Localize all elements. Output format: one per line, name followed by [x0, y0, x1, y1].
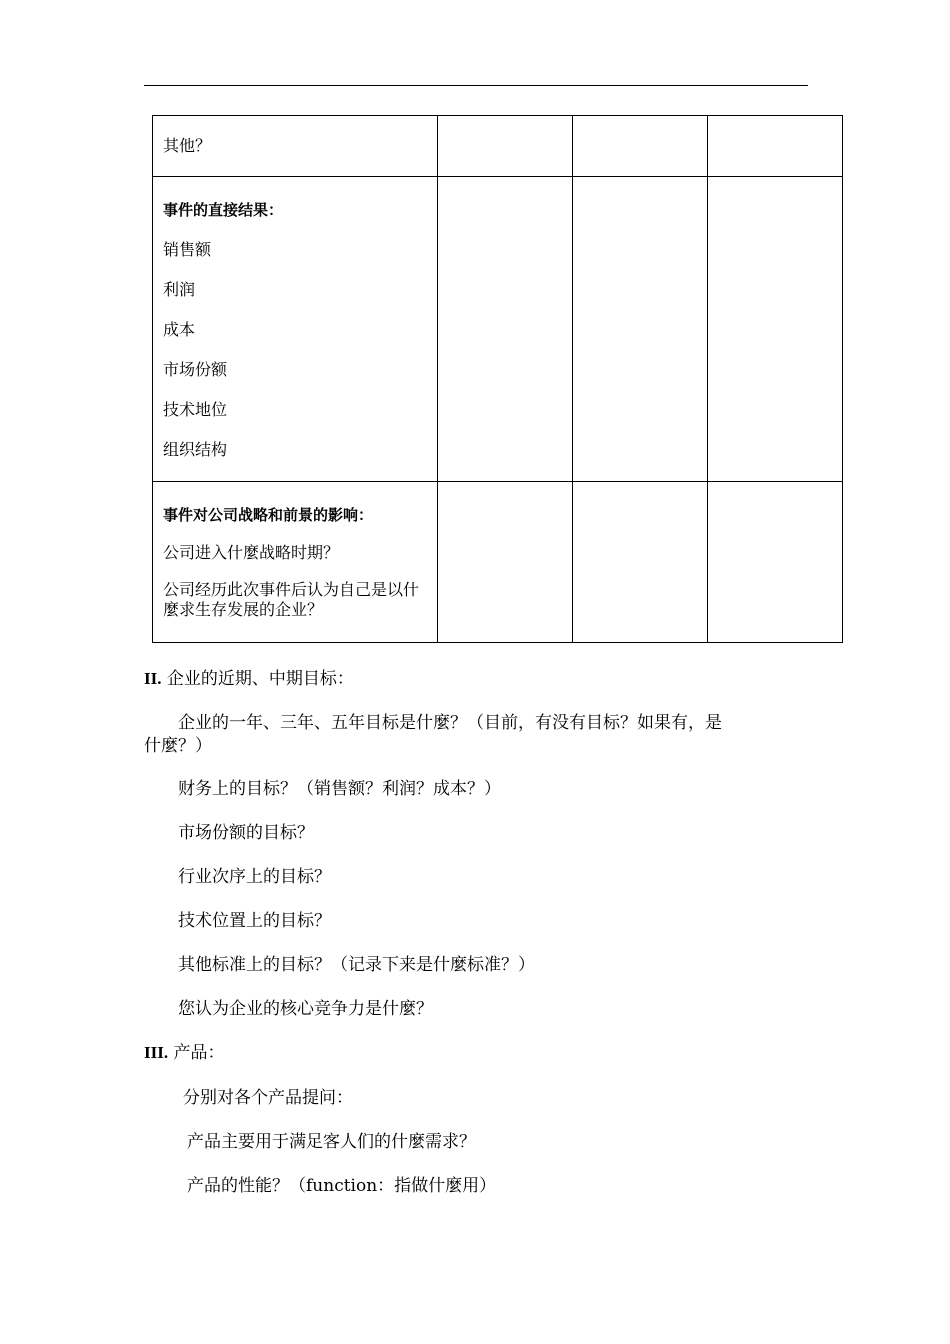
section-title: 企业的近期、中期目标： — [166, 669, 354, 689]
paragraph: 财务上的目标？（销售额？利润？成本？） — [178, 779, 501, 799]
list-item: 组织结构 — [163, 440, 228, 459]
section-number: II. — [144, 669, 162, 688]
table-cell-empty — [438, 177, 573, 482]
table-cell — [153, 116, 438, 177]
direct-results-title: 事件的直接结果： — [163, 201, 284, 219]
table-row — [153, 116, 843, 177]
paragraph: 您认为企业的核心竞争力是什麼？ — [178, 999, 433, 1019]
list-item: 成本 — [163, 320, 196, 339]
list-item: 市场份额 — [163, 360, 228, 379]
list-item: 技术地位 — [163, 400, 228, 419]
section-heading-products — [144, 1042, 225, 1064]
list-item: 公司进入什麼战略时期？ — [163, 543, 340, 562]
paragraph: 什麼？） — [144, 736, 212, 756]
table-cell-empty — [438, 482, 573, 643]
paragraph: 技术位置上的目标？ — [178, 911, 331, 931]
strategy-impact-title: 事件对公司战略和前景的影响： — [163, 506, 374, 524]
table-cell-empty — [708, 177, 843, 482]
table-row — [153, 482, 843, 643]
paragraph: 行业次序上的目标？ — [178, 867, 331, 887]
header-rule — [144, 85, 808, 86]
table-cell-empty — [573, 177, 708, 482]
table-cell — [153, 177, 438, 482]
paragraph: 其他标准上的目标？（记录下来是什麼标准？） — [178, 955, 535, 975]
table-cell-empty — [573, 482, 708, 643]
paragraph: 产品主要用于满足客人们的什麼需求？ — [187, 1132, 476, 1152]
section-heading-goals — [144, 668, 354, 690]
list-item: 利润 — [163, 280, 196, 299]
table-cell — [153, 482, 438, 643]
list-item: 销售额 — [163, 240, 212, 259]
table-cell-empty — [708, 116, 843, 177]
table-cell-empty — [573, 116, 708, 177]
paragraph: 产品的性能？（function：指做什麼用） — [187, 1176, 497, 1196]
list-item: 公司经历此次事件后认为自己是以什麼求生存发展的企业？ — [163, 580, 420, 619]
paragraph: 企业的一年、三年、五年目标是什麼？（目前，有没有目标？如果有，是 — [178, 713, 722, 733]
table-cell-empty — [438, 116, 573, 177]
table-row — [153, 177, 843, 482]
section-title: 产品： — [173, 1043, 225, 1063]
paragraph: 分别对各个产品提问： — [183, 1088, 353, 1108]
table-cell-empty — [708, 482, 843, 643]
row-label-other: 其他？ — [163, 136, 212, 155]
paragraph: 市场份额的目标？ — [178, 823, 314, 843]
event-analysis-table — [152, 115, 843, 643]
section-number: III. — [144, 1043, 169, 1062]
